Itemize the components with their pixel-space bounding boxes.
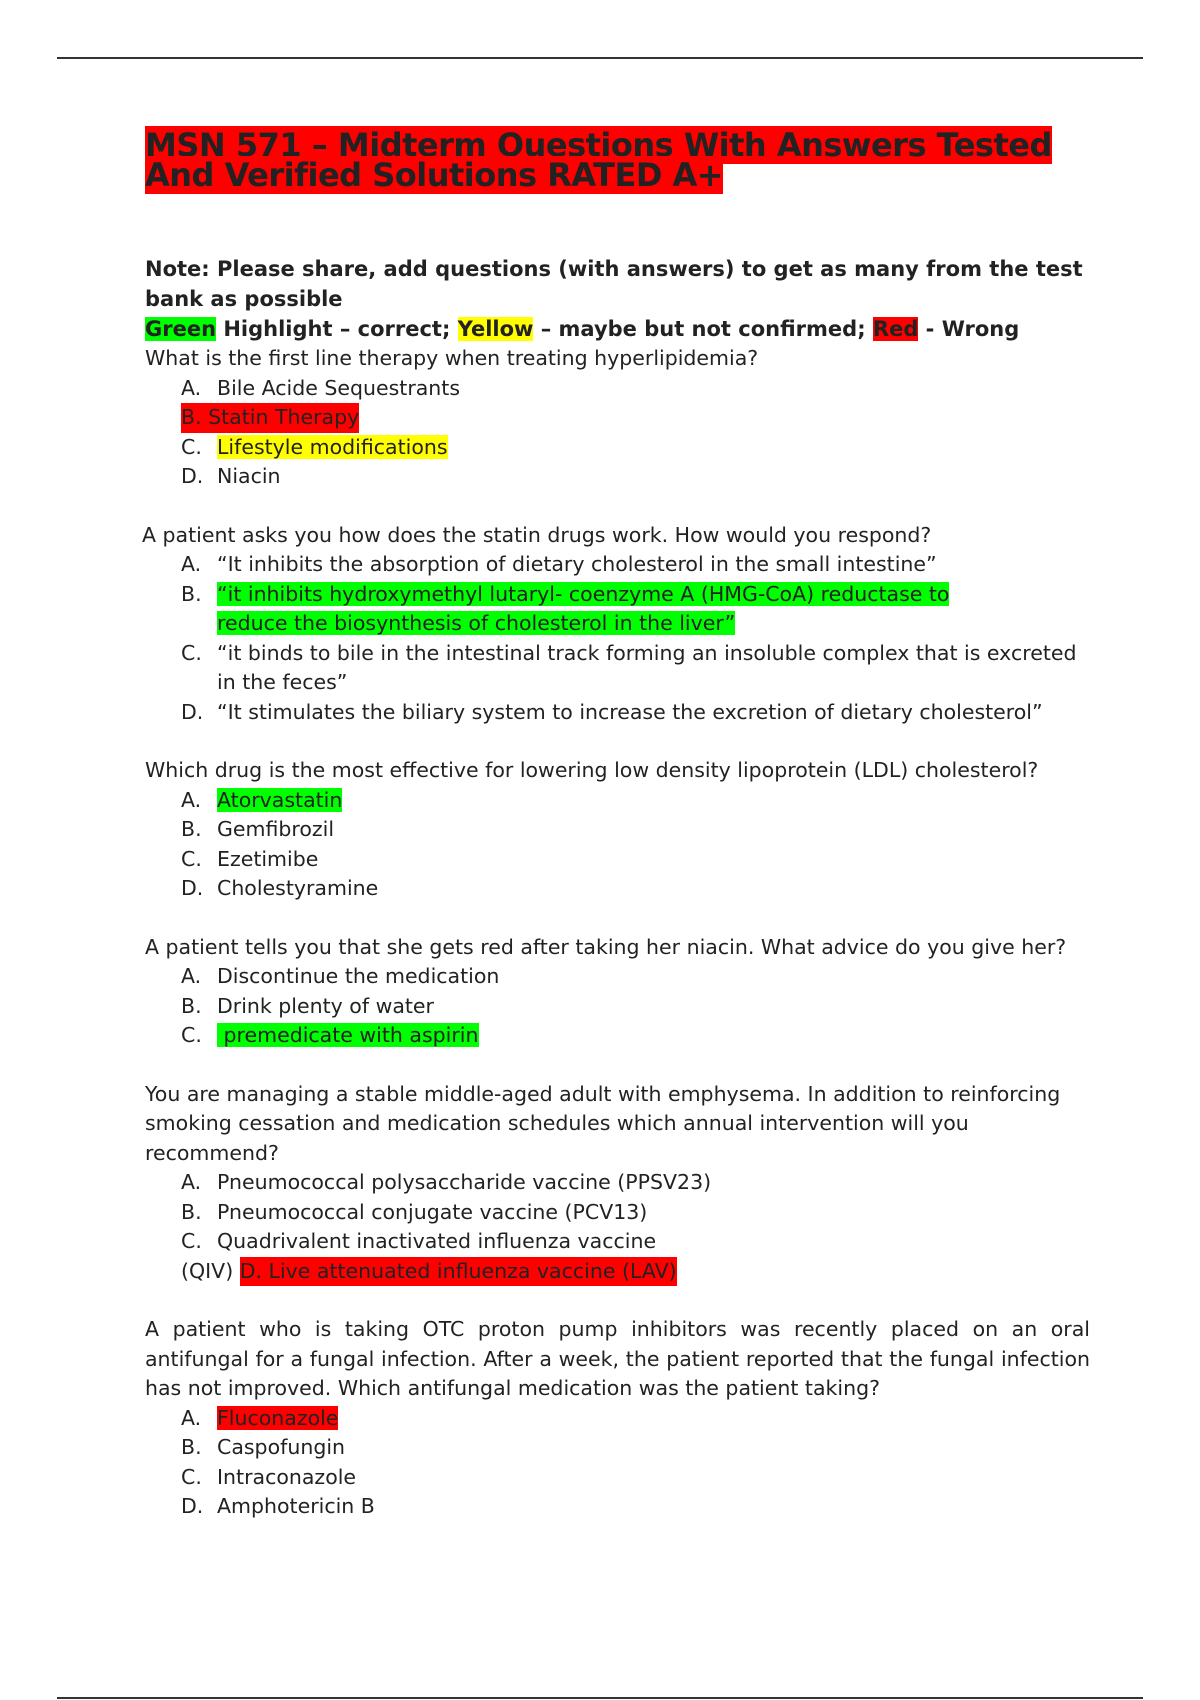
- option-a-highlight: Atorvastatin: [217, 787, 343, 812]
- question-2: [142, 521, 1090, 728]
- question-4-text: A patient tells you that she gets red after taking her niacin. What advice do you give her?: [145, 934, 1067, 959]
- legend-red-desc: - Wrong: [918, 317, 1020, 341]
- option-a: A. Discontinue the medication: [181, 964, 500, 988]
- legend-yellow-desc: – maybe but not confirmed;: [533, 317, 873, 341]
- spacer: [145, 904, 1090, 933]
- highlight-legend: [145, 314, 1090, 344]
- title-highlight: MSN 571 – Midterm Questions With Answers Tested And Verified Solutions RATED A+: [145, 126, 1052, 194]
- option-b: B. Gemfibrozil: [181, 817, 335, 841]
- question-3-options: [145, 786, 1090, 904]
- legend-green-desc: Highlight – correct;: [216, 317, 458, 341]
- option-b: B. Drink plenty of water: [181, 993, 434, 1018]
- spacer: [145, 1286, 1090, 1315]
- option-c: C. “it binds to bile in the intestinal track forming an insoluble complex that is excreted in the feces”: [181, 640, 1077, 694]
- option-d-highlight: D. Live attenuated influenza vaccine (LAV): [240, 1257, 677, 1287]
- option-d: D. Cholestyramine: [181, 876, 379, 900]
- option-c: C. Lifestyle modifications: [181, 434, 448, 459]
- spacer: [145, 492, 1090, 521]
- option-b-highlight: B. Statin Therapy: [181, 403, 359, 433]
- legend-green: Green: [145, 317, 217, 341]
- bottom-rule: [57, 1697, 1143, 1699]
- question-5: [145, 1080, 1090, 1287]
- option-a-highlight: Fluconazole: [217, 1405, 339, 1430]
- option-b: [181, 403, 1090, 433]
- option-d: D. Niacin: [181, 464, 281, 488]
- question-1: [145, 344, 1090, 492]
- question-3-text: Which drug is the most effective for lowering low density lipoprotein (LDL) cholesterol?: [145, 758, 1039, 782]
- option-c: C. Ezetimibe: [181, 846, 319, 871]
- option-a: A. Fluconazole: [181, 1405, 339, 1430]
- document-body: [142, 126, 1090, 1522]
- option-c: C. Quadrivalent inactivated influenza vaccine: [181, 1229, 657, 1253]
- legend-yellow: Yellow: [457, 317, 534, 341]
- option-a: A. Atorvastatin: [181, 787, 343, 812]
- question-6-options: [145, 1404, 1090, 1522]
- option-c-highlight: premedicate with aspirin: [217, 1023, 479, 1047]
- legend-red: Red: [872, 317, 919, 341]
- option-d: D. “It stimulates the biliary system to increase the excretion of dietary cholesterol”: [181, 699, 1043, 724]
- question-5-options: [145, 1168, 1090, 1286]
- option-b-highlight: “it inhibits hydroxymethyl lutaryl- coenzyme A (HMG-CoA) reductase to reduce the biosynthesis of cholesterol in the liver”: [217, 581, 950, 635]
- option-c-continued: (QIV) D. Live attenuated influenza vaccine (LAV): [181, 1257, 1090, 1287]
- option-b: B. “it inhibits hydroxymethyl lutaryl- coenzyme A (HMG-CoA) reductase to reduce the biosynthesis of cholesterol in the liver”: [181, 581, 950, 635]
- question-2-options: [145, 550, 1090, 727]
- option-c: C. Intraconazole: [181, 1464, 357, 1489]
- question-6: [145, 1315, 1090, 1522]
- question-4-options: [145, 962, 1090, 1051]
- option-a: A. Bile Acide Sequestrants: [181, 375, 461, 400]
- question-5-text: You are managing a stable middle-aged adult with emphysema. In addition to reinforcing smoking cessation and medication schedules which annual intervention will you recommend?: [145, 1081, 1061, 1165]
- question-4: [145, 933, 1090, 1051]
- question-2-text: A patient asks you how does the statin drugs work. How would you respond?: [142, 522, 932, 547]
- option-b: B. Pneumococcal conjugate vaccine (PCV13): [181, 1199, 648, 1224]
- option-d: D. Amphotericin B: [181, 1494, 375, 1518]
- spacer: [145, 727, 1090, 756]
- question-6-text: A patient who is taking OTC proton pump inhibitors was recently placed on an oral antifungal for a fungal infection. After a week, the patient reported that the fungal infection has not improved. Which antifungal medication was the patient taking?: [145, 1317, 1090, 1400]
- option-c: C. premedicate with aspirin: [181, 1023, 479, 1047]
- option-a: A. “It inhibits the absorption of dietary cholesterol in the small intestine”: [181, 552, 937, 576]
- option-a: A. Pneumococcal polysaccharide vaccine (PPSV23): [181, 1170, 712, 1194]
- spacer: [145, 1051, 1090, 1080]
- document-title: [145, 126, 1090, 194]
- top-rule: [57, 57, 1143, 59]
- note-text: Note: Please share, add questions (with answers) to get as many from the test bank as possible: [145, 257, 1083, 311]
- question-1-text: What is the first line therapy when treating hyperlipidemia?: [145, 346, 759, 370]
- option-c-highlight: Lifestyle modifications: [217, 434, 448, 459]
- option-b: B. Caspofungin: [181, 1435, 346, 1459]
- question-3: [145, 756, 1090, 904]
- question-1-options: [145, 374, 1090, 492]
